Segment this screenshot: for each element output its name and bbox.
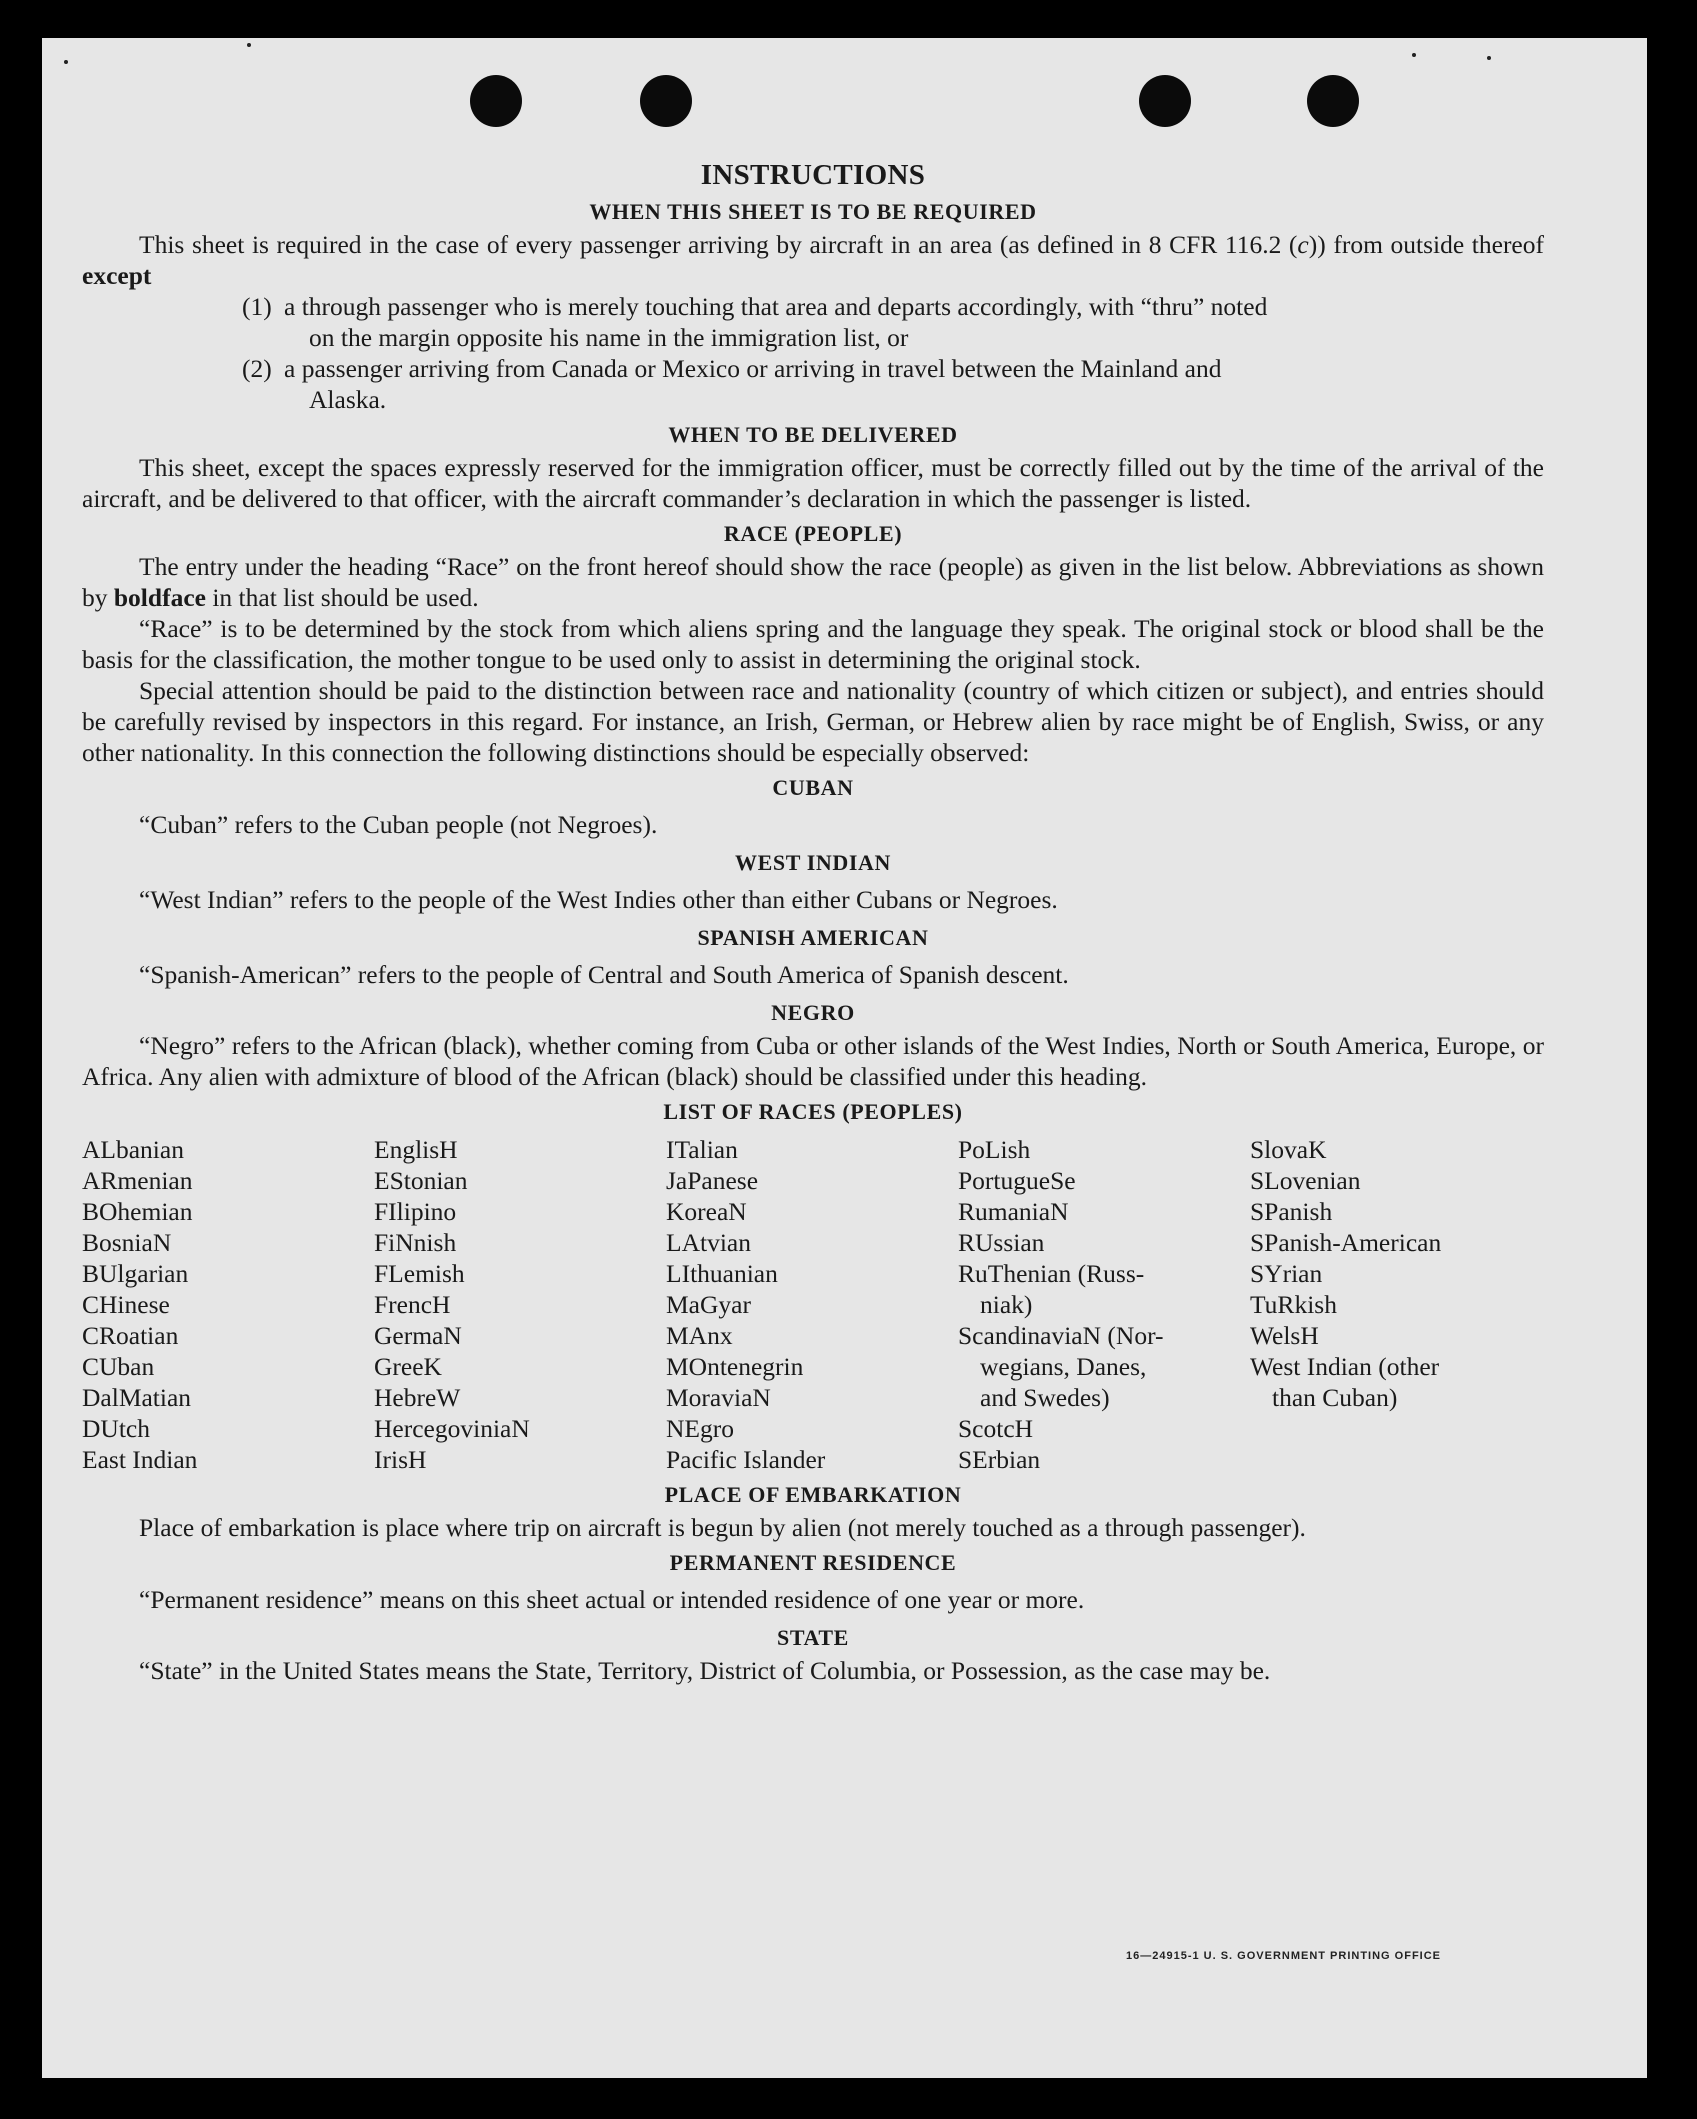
races-column <box>82 1134 374 1475</box>
race-entry: MOntenegrin <box>666 1352 804 1381</box>
race-entry: MaGyar <box>666 1290 751 1319</box>
exception-list <box>82 291 1544 415</box>
races-column <box>374 1134 666 1475</box>
race-entry: DalMatian <box>82 1383 192 1412</box>
race-entry: FIlipino <box>374 1197 457 1226</box>
race-entry: MoraviaN <box>666 1383 771 1412</box>
race-paragraph-2: “Race” is to be determined by the stock from which aliens spring and the language they speak. The original stock or blood shall be the basis for the classification, the mother tongue to be used only to assist in determining the original stock. <box>82 614 1544 674</box>
section-heading-negro: NEGRO <box>771 1000 855 1025</box>
list-of-races-heading: LIST OF RACES (PEOPLES) <box>663 1099 963 1124</box>
west-indian-text: “West Indian” refers to the people of the West Indies other than either Cubans or Negroes. <box>139 885 1058 914</box>
section-heading-embarkation: PLACE OF EMBARKATION <box>664 1482 962 1507</box>
punch-hole <box>470 75 522 127</box>
scan-speck <box>64 60 68 64</box>
section-heading-race: RACE (PEOPLE) <box>723 521 903 546</box>
race-entry: FLemish <box>374 1259 465 1288</box>
race-entry: SLovenian <box>1250 1166 1361 1195</box>
race-entry: HebreW <box>374 1383 461 1412</box>
race-entry: DUtch <box>82 1414 150 1443</box>
printing-office-code: 16—24915-1 U. S. GOVERNMENT PRINTING OFFICE <box>1126 1950 1442 1962</box>
race-entry: CHinese <box>82 1290 170 1319</box>
races-column <box>958 1134 1250 1475</box>
race-entry: KoreaN <box>666 1197 747 1226</box>
race-entry: GreeK <box>374 1352 442 1381</box>
race-entry: RumaniaN <box>958 1197 1069 1226</box>
race-entry: RUssian <box>958 1228 1045 1257</box>
residence-text: “Permanent residence” means on this sheet actual or intended residence of one year or more. <box>139 1585 1085 1614</box>
race-entry: GermaN <box>374 1321 462 1350</box>
section-heading-cuban: CUBAN <box>772 775 854 800</box>
race-entry: NEgro <box>666 1414 734 1443</box>
race-entry: JaPanese <box>666 1166 759 1195</box>
race-entry: RuThenian (Russ- niak) <box>958 1259 1145 1319</box>
race-entry: EnglisH <box>374 1135 458 1164</box>
race-entry: WelsH <box>1250 1321 1319 1350</box>
punch-hole <box>1307 75 1359 127</box>
races-column <box>666 1134 958 1475</box>
race-entry: FiNnish <box>374 1228 457 1257</box>
race-entry: SPanish <box>1250 1197 1333 1226</box>
race-paragraph-1: The entry under the heading “Race” on the front hereof should show the race (people) as given in the list below. Abbreviations as shown by boldface in that list should be used. <box>82 552 1544 612</box>
section-heading-delivered: WHEN TO BE DELIVERED <box>668 422 958 447</box>
punch-hole <box>1139 75 1191 127</box>
state-text: “State” in the United States means the State, Territory, District of Columbia, or Possession, as the case may be. <box>139 1656 1271 1685</box>
race-entry: BOhemian <box>82 1197 193 1226</box>
spanish-american-text: “Spanish-American” refers to the people of Central and South America of Spanish descent. <box>139 960 1069 989</box>
section-heading-west-indian: WEST INDIAN <box>735 850 891 875</box>
race-entry: LIthuanian <box>666 1259 778 1288</box>
race-entry: HercegoviniaN <box>374 1414 530 1443</box>
race-entry: SlovaK <box>1250 1135 1327 1164</box>
race-entry: BosniaN <box>82 1228 172 1257</box>
race-entry: PoLish <box>958 1135 1031 1164</box>
section-heading-state: STATE <box>777 1625 849 1650</box>
exception-item: (2) a passenger arriving from Canada or Mexico or arriving in travel between the Mainland and Alaska. <box>242 354 1222 414</box>
race-entry: ITalian <box>666 1135 738 1164</box>
race-entry: SErbian <box>958 1445 1041 1474</box>
race-entry: PortugueSe <box>958 1166 1076 1195</box>
race-entry: BUlgarian <box>82 1259 189 1288</box>
race-entry: ScotcH <box>958 1414 1034 1443</box>
races-table <box>82 1134 1544 1475</box>
race-entry: TuRkish <box>1250 1290 1337 1319</box>
race-entry: SYrian <box>1250 1259 1323 1288</box>
embarkation-text: Place of embarkation is place where trip on aircraft is begun by alien (not merely touched as a through passenger). <box>139 1513 1306 1542</box>
page-title: INSTRUCTIONS <box>700 159 926 191</box>
race-entry: East Indian <box>82 1445 198 1474</box>
delivered-text: This sheet, except the spaces expressly reserved for the immigration officer, must be correctly filled out by the time of the arrival of the aircraft, and be delivered to that officer, with the aircraft commander’s declaration in which the passenger is listed. <box>82 453 1544 513</box>
race-entry: ScandinaviaN (Nor- wegians, Danes, and Swedes) <box>958 1321 1164 1412</box>
instructions-body <box>82 158 1544 1686</box>
race-entry: EStonian <box>374 1166 468 1195</box>
scan-speck <box>247 43 251 47</box>
race-entry: ALbanian <box>82 1135 184 1164</box>
race-entry: MAnx <box>666 1321 733 1350</box>
race-entry: ARmenian <box>82 1166 193 1195</box>
race-entry: LAtvian <box>666 1228 751 1257</box>
race-entry: CRoatian <box>82 1321 179 1350</box>
exception-item: (1) a through passenger who is merely touching that area and departs accordingly, with “thru” noted on the margin opposite his name in the immigration list, or <box>242 292 1268 352</box>
race-entry: FrencH <box>374 1290 451 1319</box>
scan-speck <box>1487 56 1491 60</box>
race-entry: West Indian (other than Cuban) <box>1250 1352 1440 1412</box>
document-page <box>42 38 1647 2078</box>
cuban-text: “Cuban” refers to the Cuban people (not Negroes). <box>139 810 658 839</box>
punch-hole <box>640 75 692 127</box>
required-intro: This sheet is required in the case of every passenger arriving by aircraft in an area (as defined in 8 CFR 116.2 (c)) from outside thereof except <box>82 230 1544 290</box>
scan-speck <box>1412 53 1416 57</box>
race-paragraph-3: Special attention should be paid to the distinction between race and nationality (country of which citizen or subject), and entries should be carefully revised by inspectors in this regard. For instance, an Irish, German, or Hebrew alien by race might be of English, Swiss, or any other nationality. In this connection the following distinctions should be especially observed: <box>82 676 1544 767</box>
races-column <box>1250 1134 1542 1475</box>
race-entry: IrisH <box>374 1445 427 1474</box>
negro-text: “Negro” refers to the African (black), whether coming from Cuba or other islands of the West Indies, North or South America, Europe, or Africa. Any alien with admixture of blood of the African (black) should be classified under this heading. <box>82 1031 1544 1091</box>
race-entry: SPanish-American <box>1250 1228 1442 1257</box>
section-heading-required: WHEN THIS SHEET IS TO BE REQUIRED <box>589 199 1037 224</box>
race-entry: CUban <box>82 1352 155 1381</box>
race-entry: Pacific Islander <box>666 1445 826 1474</box>
section-heading-spanish-american: SPANISH AMERICAN <box>697 925 929 950</box>
section-heading-residence: PERMANENT RESIDENCE <box>669 1550 957 1575</box>
